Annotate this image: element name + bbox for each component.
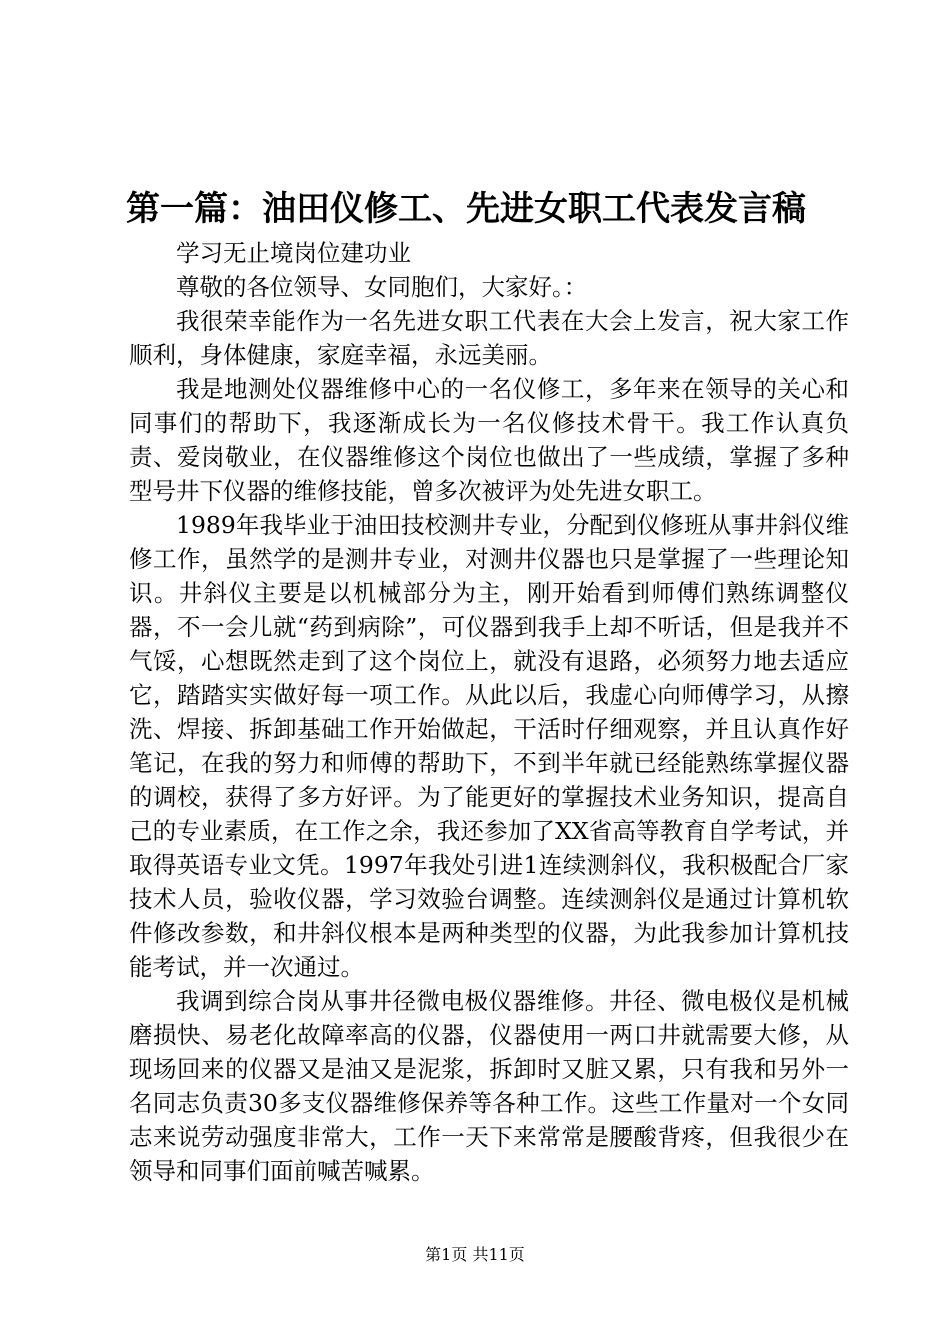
body-paragraph: 我调到综合岗从事井径微电极仪器维修。井径、微电极仪是机械磨损快、易老化故障率高的仪器，仪器使用一两口井就需要大修，从现场回来的仪器又是油又是泥浆，拆卸时又脏又累，只有我和另外一名同志负责30多支仪器维修保养等各种工作。这些工作量对一个女同志来说劳动强度非常大，工作一天下来常常是腰酸背疼，但我很少在领导和同事们面前喊苦喊累。 (129, 987, 849, 1185)
body-paragraph: 我是地测处仪器维修中心的一名仪修工，多年来在领导的关心和同事们的帮助下，我逐渐成长为一名仪修技术骨干。我工作认真负责、爱岗敬业，在仪器维修这个岗位也做出了一些成绩，掌握了多种型号井下仪器的维修技能，曾多次被评为处先进女职工。 (129, 375, 849, 505)
body-paragraph: 我很荣幸能作为一名先进女职工代表在大会上发言，祝大家工作顺利，身体健康，家庭幸福，永远美丽。 (129, 307, 849, 369)
greeting-paragraph: 尊敬的各位领导、女同胞们，大家好。： (176, 273, 588, 301)
subtitle-paragraph: 学习无止境岗位建功业 (176, 239, 411, 267)
document-title: 第一篇：油田仪修工、先进女职工代表发言稿 (126, 189, 806, 229)
page-footer: 第1页 共11页 (425, 1245, 525, 1264)
body-paragraph: 1989年我毕业于油田技校测井专业，分配到仪修班从事井斜仪维修工作，虽然学的是测井专业，对测井仪器也只是掌握了一些理论知识。井斜仪主要是以机械部分为主，刚开始看到师傅们熟练调整仪器，不一会儿就“药到病除”，可仪器到我手上却不听话，但是我并不气馁，心想既然走到了这个岗位上，就没有退路，必须努力地去适应它，踏踏实实做好每一项工作。从此以后，我虚心向师傅学习，从擦洗、焊接、拆卸基础工作开始做起，干活时仔细观察，并且认真作好笔记，在我的努力和师傅的帮助下，不到半年就已经能熟练掌握仪器的调校，获得了多方好评。为了能更好的掌握技术业务知识，提高自己的专业素质，在工作之余，我还参加了XX省高等教育自学考试，并取得英语专业文凭。1997年我处引进1连续测斜仪，我积极配合厂家技术人员，验收仪器，学习效验台调整。连续测斜仪是通过计算机软件修改参数，和井斜仪根本是两种类型的仪器，为此我参加计算机技能考试，并一次通过。 (129, 511, 849, 981)
document-body (129, 236, 849, 1188)
